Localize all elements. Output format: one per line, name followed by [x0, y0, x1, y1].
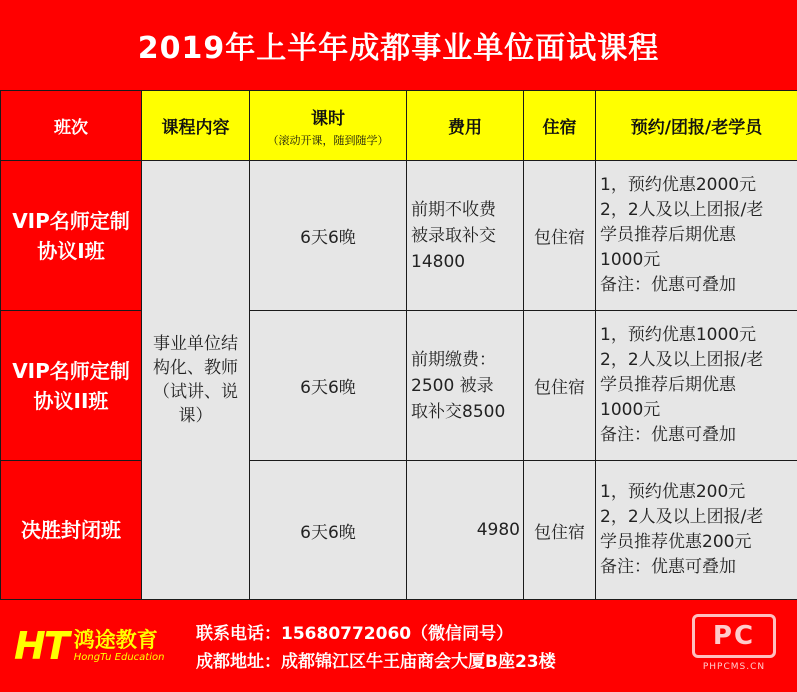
footer	[0, 600, 797, 692]
promo-cell	[596, 311, 797, 461]
header-hours-label: 课时	[311, 108, 345, 129]
promo-line: 学员推荐优惠200元	[600, 532, 752, 552]
promo-line: 1，预约优惠200元	[600, 482, 746, 502]
brand-logo	[14, 624, 164, 668]
header-hours-note: （滚动开课，随到随学）	[267, 133, 389, 147]
class-name-line: VIP名师定制	[12, 358, 130, 383]
course-content-line: （试讲、说	[153, 382, 238, 402]
watermark	[692, 614, 782, 680]
promo-line: 学员推荐后期优惠	[600, 225, 736, 245]
promo-cell	[596, 461, 797, 600]
logo-en: HongTu Education	[73, 652, 165, 663]
class-name-cell	[1, 311, 142, 461]
watermark-url: PHPCMS.CN	[702, 662, 766, 672]
course-table	[0, 90, 797, 600]
hours-cell: 6天6晚	[250, 461, 407, 600]
logo-cn: 鸿途教育	[73, 628, 158, 652]
address-text: 成都锦江区牛王庙商会大厦B座23楼	[281, 652, 556, 672]
watermark-logo: PC	[692, 614, 776, 658]
course-content-line: 事业单位结	[153, 334, 238, 354]
header-fee: 费用	[407, 91, 524, 161]
promo-line: 2，2人及以上团报/老	[600, 507, 764, 527]
fee-line: 被录取补交	[411, 225, 496, 246]
class-name-cell	[1, 461, 142, 600]
header-booking: 预约/团报/老学员	[596, 91, 797, 161]
table-header-row	[1, 91, 797, 161]
promo-line: 1000元	[600, 400, 661, 420]
address-label: 成都地址：	[196, 652, 281, 672]
promo-line: 备注：优惠可叠加	[600, 425, 736, 445]
fee-line: 14800	[411, 251, 466, 272]
logo-text	[74, 628, 165, 664]
lodging-cell: 包住宿	[524, 311, 596, 461]
header-content: 课程内容	[142, 91, 250, 161]
table-row	[1, 311, 797, 461]
phone-line	[196, 620, 556, 648]
promo-line: 学员推荐后期优惠	[600, 375, 736, 395]
header-lodging: 住宿	[524, 91, 596, 161]
promo-line: 1，预约优惠1000元	[600, 325, 757, 345]
class-name-line: 协议II班	[33, 388, 109, 413]
class-name-line: 协议I班	[37, 238, 105, 263]
hours-cell: 6天6晚	[250, 161, 407, 311]
hours-cell: 6天6晚	[250, 311, 407, 461]
fee-cell	[407, 461, 524, 600]
lodging-cell: 包住宿	[524, 161, 596, 311]
lodging-cell: 包住宿	[524, 461, 596, 600]
promo-line: 2，2人及以上团报/老	[600, 200, 764, 220]
table-row	[1, 461, 797, 600]
promo-cell	[596, 161, 797, 311]
promo-line: 备注：优惠可叠加	[600, 557, 736, 577]
course-content-line: 课）	[178, 406, 213, 426]
logo-mark: HT	[14, 624, 68, 668]
fee-line: 前期不收费	[411, 199, 496, 220]
table-row	[1, 161, 797, 311]
fee-line: 取补交8500	[411, 401, 506, 422]
contact-info	[196, 620, 556, 676]
fee-cell	[407, 161, 524, 311]
course-content-line: 构化、教师	[153, 358, 238, 378]
page-title: 2019年上半年成都事业单位面试课程	[137, 31, 660, 66]
promo-line: 备注：优惠可叠加	[600, 275, 736, 295]
phone-number: 15680772060（微信同号）	[281, 624, 514, 644]
header-hours	[250, 91, 407, 161]
address-line	[196, 648, 556, 676]
course-content-cell	[142, 161, 250, 600]
phone-label: 联系电话：	[196, 624, 281, 644]
fee-cell	[407, 311, 524, 461]
fee-line: 2500 被录	[411, 375, 494, 396]
fee-line: 前期缴费：	[411, 349, 496, 370]
class-name-cell	[1, 161, 142, 311]
fee-line: 4980	[476, 520, 520, 540]
promo-line: 2，2人及以上团报/老	[600, 350, 764, 370]
class-name-line: VIP名师定制	[12, 208, 130, 233]
promo-line: 1000元	[600, 250, 661, 270]
header-class: 班次	[1, 91, 142, 161]
promo-line: 1，预约优惠2000元	[600, 175, 757, 195]
class-name-line: 决胜封闭班	[21, 518, 121, 542]
